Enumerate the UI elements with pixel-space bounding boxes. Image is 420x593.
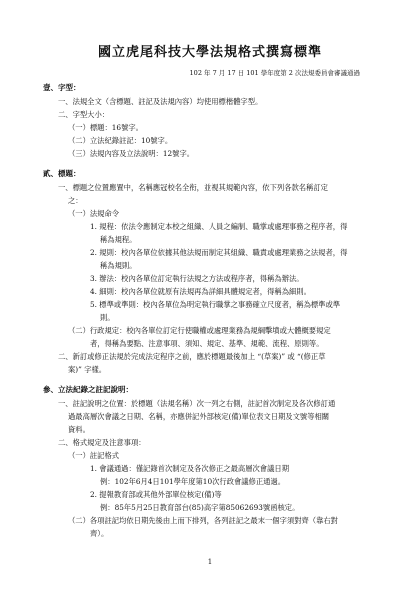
section-1-sub-3: （三）法規內容及立法說明：12號字。 [68, 149, 195, 158]
section-2-rule-1-cont: 稱為規程。 [100, 235, 137, 244]
section-1-item-1: 一、法規全文（含標題、註記及法規內容）均使用標楷體字型。 [58, 97, 263, 106]
section-3-rule-1: 1. 會議通過：僅記錄首次制定及各次修正之最高層次會議日期 [90, 464, 289, 473]
section-2-sub-2: （二）行政規定：校內各單位訂定行使職權或處理業務為規綱擊墳或大體概要規定 [68, 326, 331, 335]
section-2-rule-1: 1. 規程：依法令應制定本校之組織、人員之編制、職掌或處理事務之程序者，得 [90, 222, 348, 231]
page-number: 1 [207, 558, 213, 566]
section-2-rule-3: 3. 辦法：校內各單位訂定執行法規之方法或程序者，得稱為辦法。 [90, 274, 304, 283]
section-3-rule-2-example: 例：85年5月25日教育部台(85)高字第85062693號函核定。 [100, 503, 300, 512]
section-2-sub-1: （一）法規命令 [68, 209, 120, 218]
section-3-item-1-cont-2: 資料。 [68, 425, 90, 434]
section-2-item-2-cont: 案)” 字樣。 [68, 365, 107, 374]
section-3-heading: 參、立法紀錄之註記說明： [43, 385, 133, 394]
section-3-sub-2-cont: 齊）。 [90, 529, 109, 538]
section-3-sub-2: （二）各項註記均依日期先後由上而下排列，各列註記之最末一個字須對齊（靠右對 [68, 516, 338, 525]
section-2-rule-4: 4. 細則：校內各單位就原有法規再為詳細具體規定者，得稱為細則。 [90, 287, 311, 296]
section-3-item-1: 一、註記說明之位置：於標題（法規名稱）次一列之右側，註記首次制定及各次修訂通 [58, 399, 336, 408]
document-title: 國立虎尾科技大學法規格式撰寫標準 [97, 45, 322, 60]
section-2-item-2: 二、新訂或修正法規於完成法定程序之前，應於標題最後加上 “(草案)” 或 “(修正草 [58, 352, 326, 361]
section-2-rule-2: 2. 規則：校內各單位依據其他法規而制定其組織、職責或處理業務之法規者，得 [90, 248, 348, 257]
section-1-sub-1: （一）標題：16號字。 [68, 123, 143, 132]
section-3-sub-1: （一）註記格式 [68, 451, 120, 460]
section-2-rule-5: 5. 標準或準則：校內各單位為明定執行職掌之事務確立尺度者，稱為標準或準 [90, 300, 341, 309]
section-3-rule-1-example: 例：102年6月4日101學年度第10次行政會議修正通過。 [100, 477, 286, 486]
approval-note: 102 年 7 月 17 日 101 學年度第 2 次法規委員會審議通過 [189, 69, 360, 77]
section-2-rule-5-cont: 則。 [100, 313, 115, 322]
section-2-rule-2-cont: 稱為規則。 [100, 261, 137, 270]
section-2-heading: 貳、標題： [43, 169, 81, 178]
section-3-rule-2: 2. 提報教育部或其他外部單位核定(備)等 [90, 490, 222, 499]
section-2-sub-2-cont: 者，得稱為要點、注意事項、須知、規定、基準、規範、流程、原則等。 [90, 339, 324, 348]
section-2-item-1-cont: 之： [68, 196, 83, 205]
section-1-sub-2: （二）立法紀錄註記：10號字。 [68, 136, 173, 145]
section-3-item-1-cont-1: 過最高層次會議之日期、名稱，亦應併記外部核定(備)單位表文日期及文號等相關 [68, 412, 330, 421]
section-2-item-1: 一、標題之位置應置中，名稱應冠校名全衔，並視其規範內容，依下列各款名稱訂定 [58, 183, 328, 192]
section-1-heading: 壹、字型： [43, 83, 81, 92]
section-3-item-2: 二、格式規定及注意事項： [58, 438, 146, 447]
section-1-item-2: 二、字型大小： [58, 110, 110, 119]
